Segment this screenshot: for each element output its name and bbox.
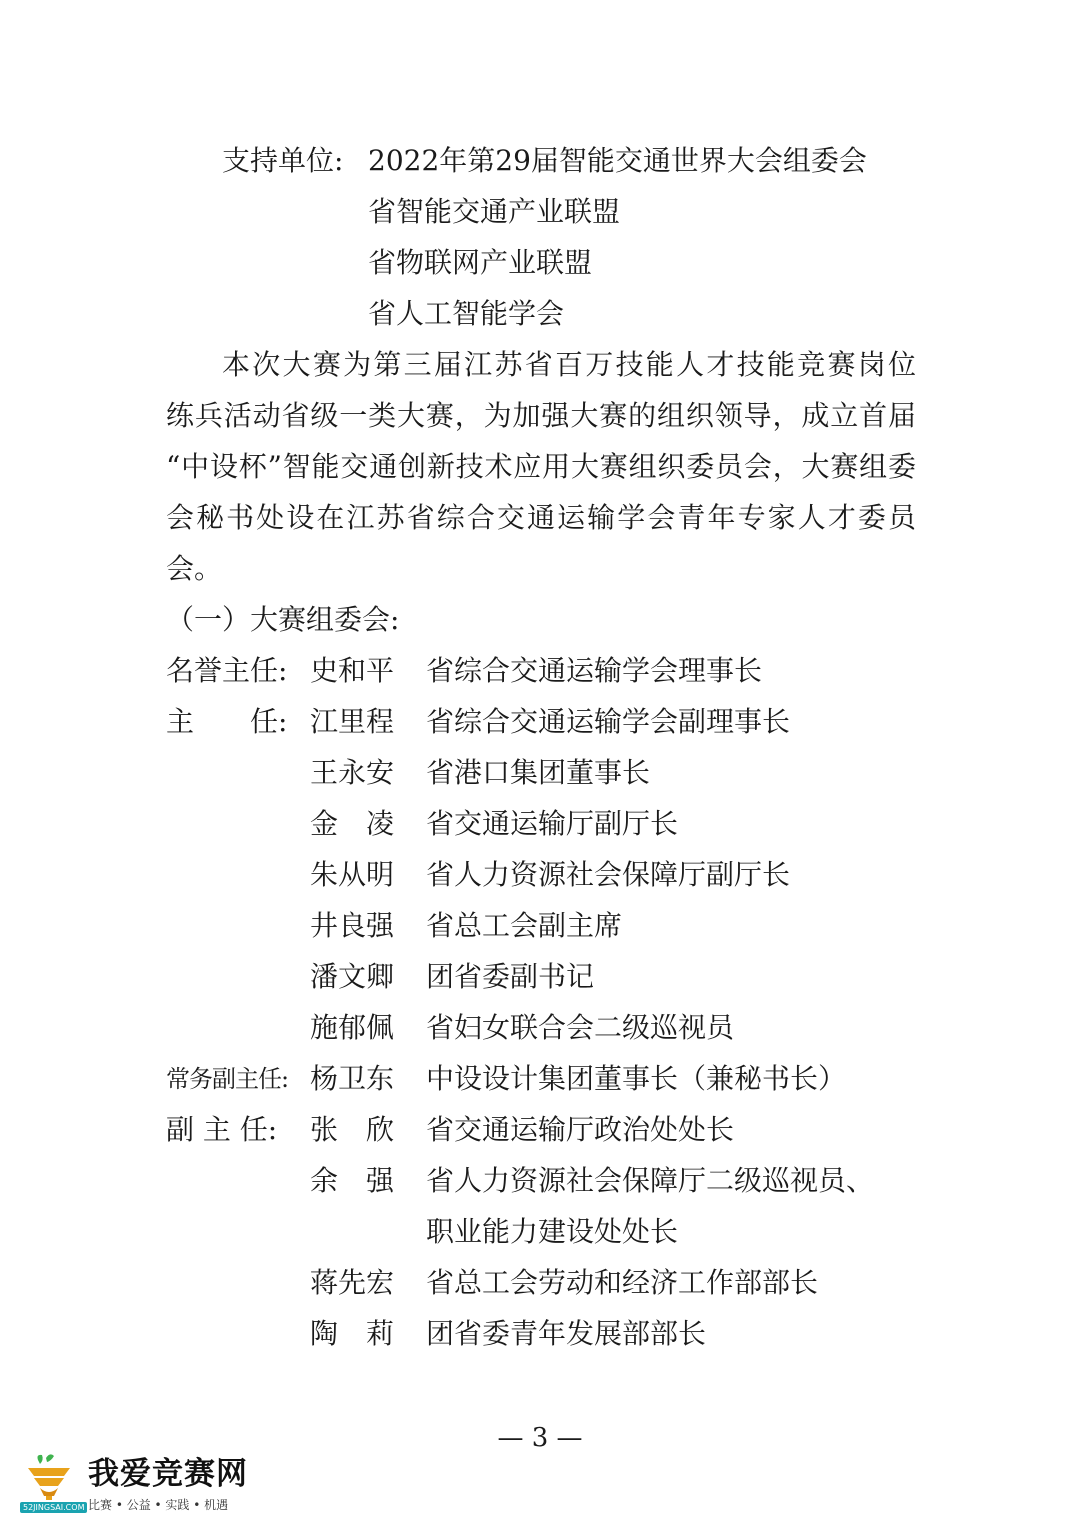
committee-name: 朱从明	[310, 858, 395, 891]
watermark-title: 我爱竞赛网	[88, 1456, 248, 1492]
paragraph-line-2: 练兵活动省级一类大赛，为加强大赛的组织领导，成立首届	[166, 399, 916, 432]
committee-name: 金 凌	[310, 807, 395, 840]
committee-role: 副 主 任:	[166, 1113, 278, 1146]
committee-title: 省综合交通运输学会副理事长	[426, 705, 791, 738]
site-watermark	[18, 1452, 278, 1522]
committee-name: 施郁佩	[310, 1011, 395, 1044]
paragraph-line-5: 会。	[166, 552, 223, 585]
support-unit-1: 2022年第29届智能交通世界大会组委会	[368, 144, 867, 177]
committee-name: 杨卫东	[310, 1062, 395, 1095]
committee-title: 省妇女联合会二级巡视员	[426, 1011, 735, 1044]
committee-name: 江里程	[310, 705, 395, 738]
watermark-domain: 52JINGSAI.COM	[20, 1502, 87, 1513]
committee-title: 省交通运输厅政治处处长	[426, 1113, 735, 1146]
paragraph-line-4: 会秘书处设在江苏省综合交通运输学会青年专家人才委员	[166, 501, 916, 534]
committee-name: 陶 莉	[310, 1317, 395, 1350]
committee-title: 省港口集团董事长	[426, 756, 651, 789]
page-number: — 3 —	[497, 1423, 583, 1453]
committee-name: 蒋先宏	[310, 1266, 395, 1299]
committee-name: 史和平	[310, 654, 395, 687]
support-unit-3: 省物联网产业联盟	[368, 246, 593, 279]
watermark-slogan: 比赛 • 公益 • 实践 • 机遇	[88, 1498, 229, 1512]
support-unit-2: 省智能交通产业联盟	[368, 195, 621, 228]
support-unit-4: 省人工智能学会	[368, 297, 565, 330]
committee-title: 团省委青年发展部部长	[426, 1317, 707, 1350]
committee-title: 省人力资源社会保障厅副厅长	[426, 858, 791, 891]
committee-role: 名誉主任:	[166, 654, 288, 687]
committee-role: 主 任:	[166, 705, 288, 738]
committee-name: 井良强	[310, 909, 395, 942]
support-label: 支持单位:	[222, 144, 344, 177]
committee-title: 省综合交通运输学会理事长	[426, 654, 763, 687]
committee-title: 中设设计集团董事长（兼秘书长）	[426, 1062, 847, 1095]
committee-name: 潘文卿	[310, 960, 395, 993]
committee-name: 余 强	[310, 1164, 395, 1197]
paragraph-line-3: “中设杯”智能交通创新技术应用大赛组织委员会，大赛组委	[166, 450, 916, 483]
committee-name: 张 欣	[310, 1113, 395, 1146]
committee-title: 省总工会副主席	[426, 909, 623, 942]
committee-title: 职业能力建设处处长	[426, 1215, 679, 1248]
paragraph-line-1: 本次大赛为第三届江苏省百万技能人才技能竞赛岗位	[222, 348, 916, 381]
committee-name: 王永安	[310, 756, 395, 789]
committee-title: 省人力资源社会保障厅二级巡视员、	[426, 1164, 875, 1197]
section-heading: （一）大赛组委会:	[166, 603, 400, 636]
committee-title: 省交通运输厅副厅长	[426, 807, 679, 840]
committee-role: 常务副主任:	[166, 1065, 289, 1093]
committee-title: 省总工会劳动和经济工作部部长	[426, 1266, 819, 1299]
committee-title: 团省委副书记	[426, 960, 595, 993]
